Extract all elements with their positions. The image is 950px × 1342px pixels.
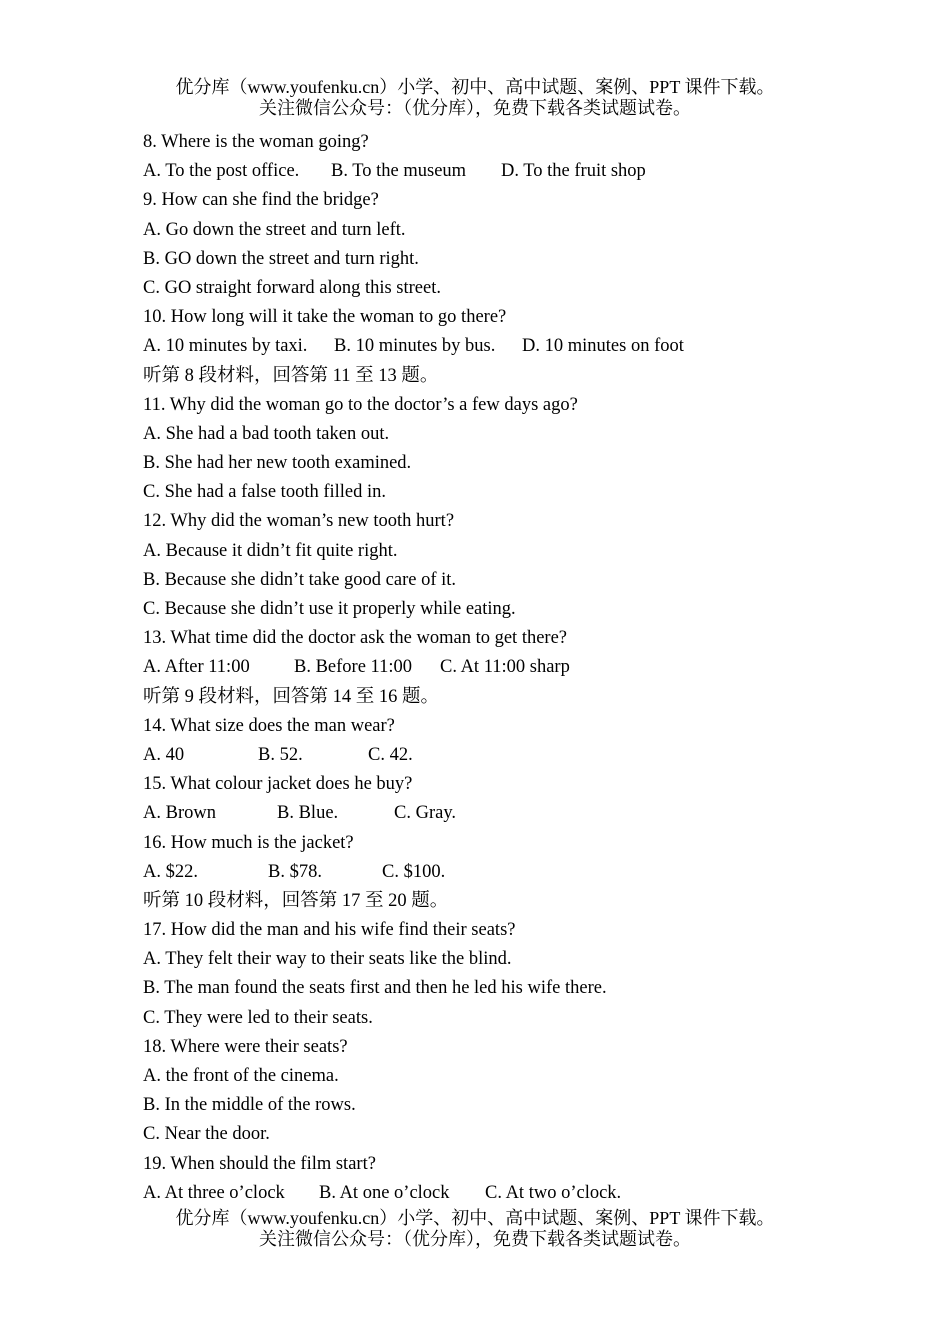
answer-option: B. She had her new tooth examined.	[143, 453, 412, 474]
answer-option: B. 52.	[258, 744, 303, 765]
option-row	[143, 1179, 843, 1208]
answer-option: A. Brown	[143, 803, 216, 824]
answer-option: C. GO straight forward along this street.	[143, 277, 441, 298]
answer-option: B. GO down the street and turn right.	[143, 248, 419, 269]
answer-option: A. 10 minutes by taxi.	[143, 336, 308, 357]
option-row	[143, 332, 843, 361]
page-header	[0, 77, 950, 119]
answer-option: B. 10 minutes by bus.	[334, 336, 496, 357]
answer-option: A. They felt their way to their seats like the blind.	[143, 949, 512, 970]
page-footer	[0, 1208, 950, 1250]
answer-option: B. $78.	[268, 861, 322, 882]
option-row	[143, 653, 843, 682]
question-text: 19. When should the film start?	[143, 1153, 376, 1174]
answer-option: C. At two o’clock.	[485, 1182, 622, 1203]
section-instruction: 听第 9 段材料，回答第 14 至 16 题。	[143, 686, 440, 707]
option-row	[143, 858, 843, 887]
answer-option: C. $100.	[382, 861, 446, 882]
option-row	[143, 157, 843, 186]
answer-option: A. Go down the street and turn left.	[143, 219, 406, 240]
header-line-2: 关注微信公众号：（优分库），免费下载各类试题试卷。	[259, 98, 691, 118]
answer-option: D. To the fruit shop	[501, 161, 646, 182]
question-text: 18. Where were their seats?	[143, 1036, 348, 1057]
answer-option: D. 10 minutes on foot	[522, 336, 684, 357]
answer-option: A. 40	[143, 744, 185, 765]
answer-option: A. To the post office.	[143, 161, 300, 182]
question-text: 15. What colour jacket does he buy?	[143, 774, 413, 795]
footer-line-1: 优分库（www.youfenku.cn）小学、初中、高中试题、案例、PPT 课件下载。	[175, 1208, 775, 1228]
answer-option: C. Because she didn’t use it properly while eating.	[143, 599, 516, 619]
answer-option: B. Because she didn’t take good care of it.	[143, 569, 457, 590]
question-text: 12. Why did the woman’s new tooth hurt?	[143, 511, 455, 532]
answer-option: A. After 11:00	[143, 657, 250, 678]
answer-option: A. the front of the cinema.	[143, 1066, 339, 1086]
question-text: 14. What size does the man wear?	[143, 715, 395, 736]
question-text: 9. How can she find the bridge?	[143, 190, 379, 211]
answer-option: A. $22.	[143, 861, 198, 882]
header-line-1: 优分库（www.youfenku.cn）小学、初中、高中试题、案例、PPT 课件下载。	[175, 77, 775, 97]
answer-option: A. At three o’clock	[143, 1182, 285, 1203]
answer-option: C. She had a false tooth filled in.	[143, 482, 387, 503]
question-list	[143, 128, 843, 1208]
question-text: 16. How much is the jacket?	[143, 832, 354, 853]
answer-option: B. Before 11:00	[294, 657, 413, 678]
answer-option: B. The man found the seats first and then he led his wife there.	[143, 978, 607, 999]
question-text: 10. How long will it take the woman to go there?	[143, 307, 507, 328]
answer-option: C. Near the door.	[143, 1124, 270, 1145]
answer-option: B. To the museum	[331, 161, 467, 182]
section-instruction: 听第 10 段材料，回答第 17 至 20 题。	[143, 890, 449, 911]
question-text: 13. What time did the doctor ask the woman to get there?	[143, 628, 568, 649]
option-row	[143, 741, 843, 770]
section-instruction: 听第 8 段材料，回答第 11 至 13 题。	[143, 365, 439, 386]
answer-option: C. They were led to their seats.	[143, 1007, 373, 1028]
answer-option: B. In the middle of the rows.	[143, 1095, 356, 1116]
answer-option: C. 42.	[368, 744, 413, 765]
question-text: 8. Where is the woman going?	[143, 132, 369, 152]
answer-option: C. Gray.	[394, 803, 456, 824]
footer-line-2: 关注微信公众号：（优分库），免费下载各类试题试卷。	[259, 1229, 691, 1249]
answer-option: A. She had a bad tooth taken out.	[143, 423, 390, 444]
question-text: 17. How did the man and his wife find their seats?	[143, 920, 516, 941]
option-row	[143, 799, 843, 828]
answer-option: A. Because it didn’t fit quite right.	[143, 540, 398, 561]
answer-option: B. Blue.	[277, 803, 339, 824]
question-text: 11. Why did the woman go to the doctor’s a few days ago?	[143, 394, 578, 415]
answer-option: C. At 11:00 sharp	[440, 657, 570, 678]
answer-option: B. At one o’clock	[319, 1182, 450, 1203]
